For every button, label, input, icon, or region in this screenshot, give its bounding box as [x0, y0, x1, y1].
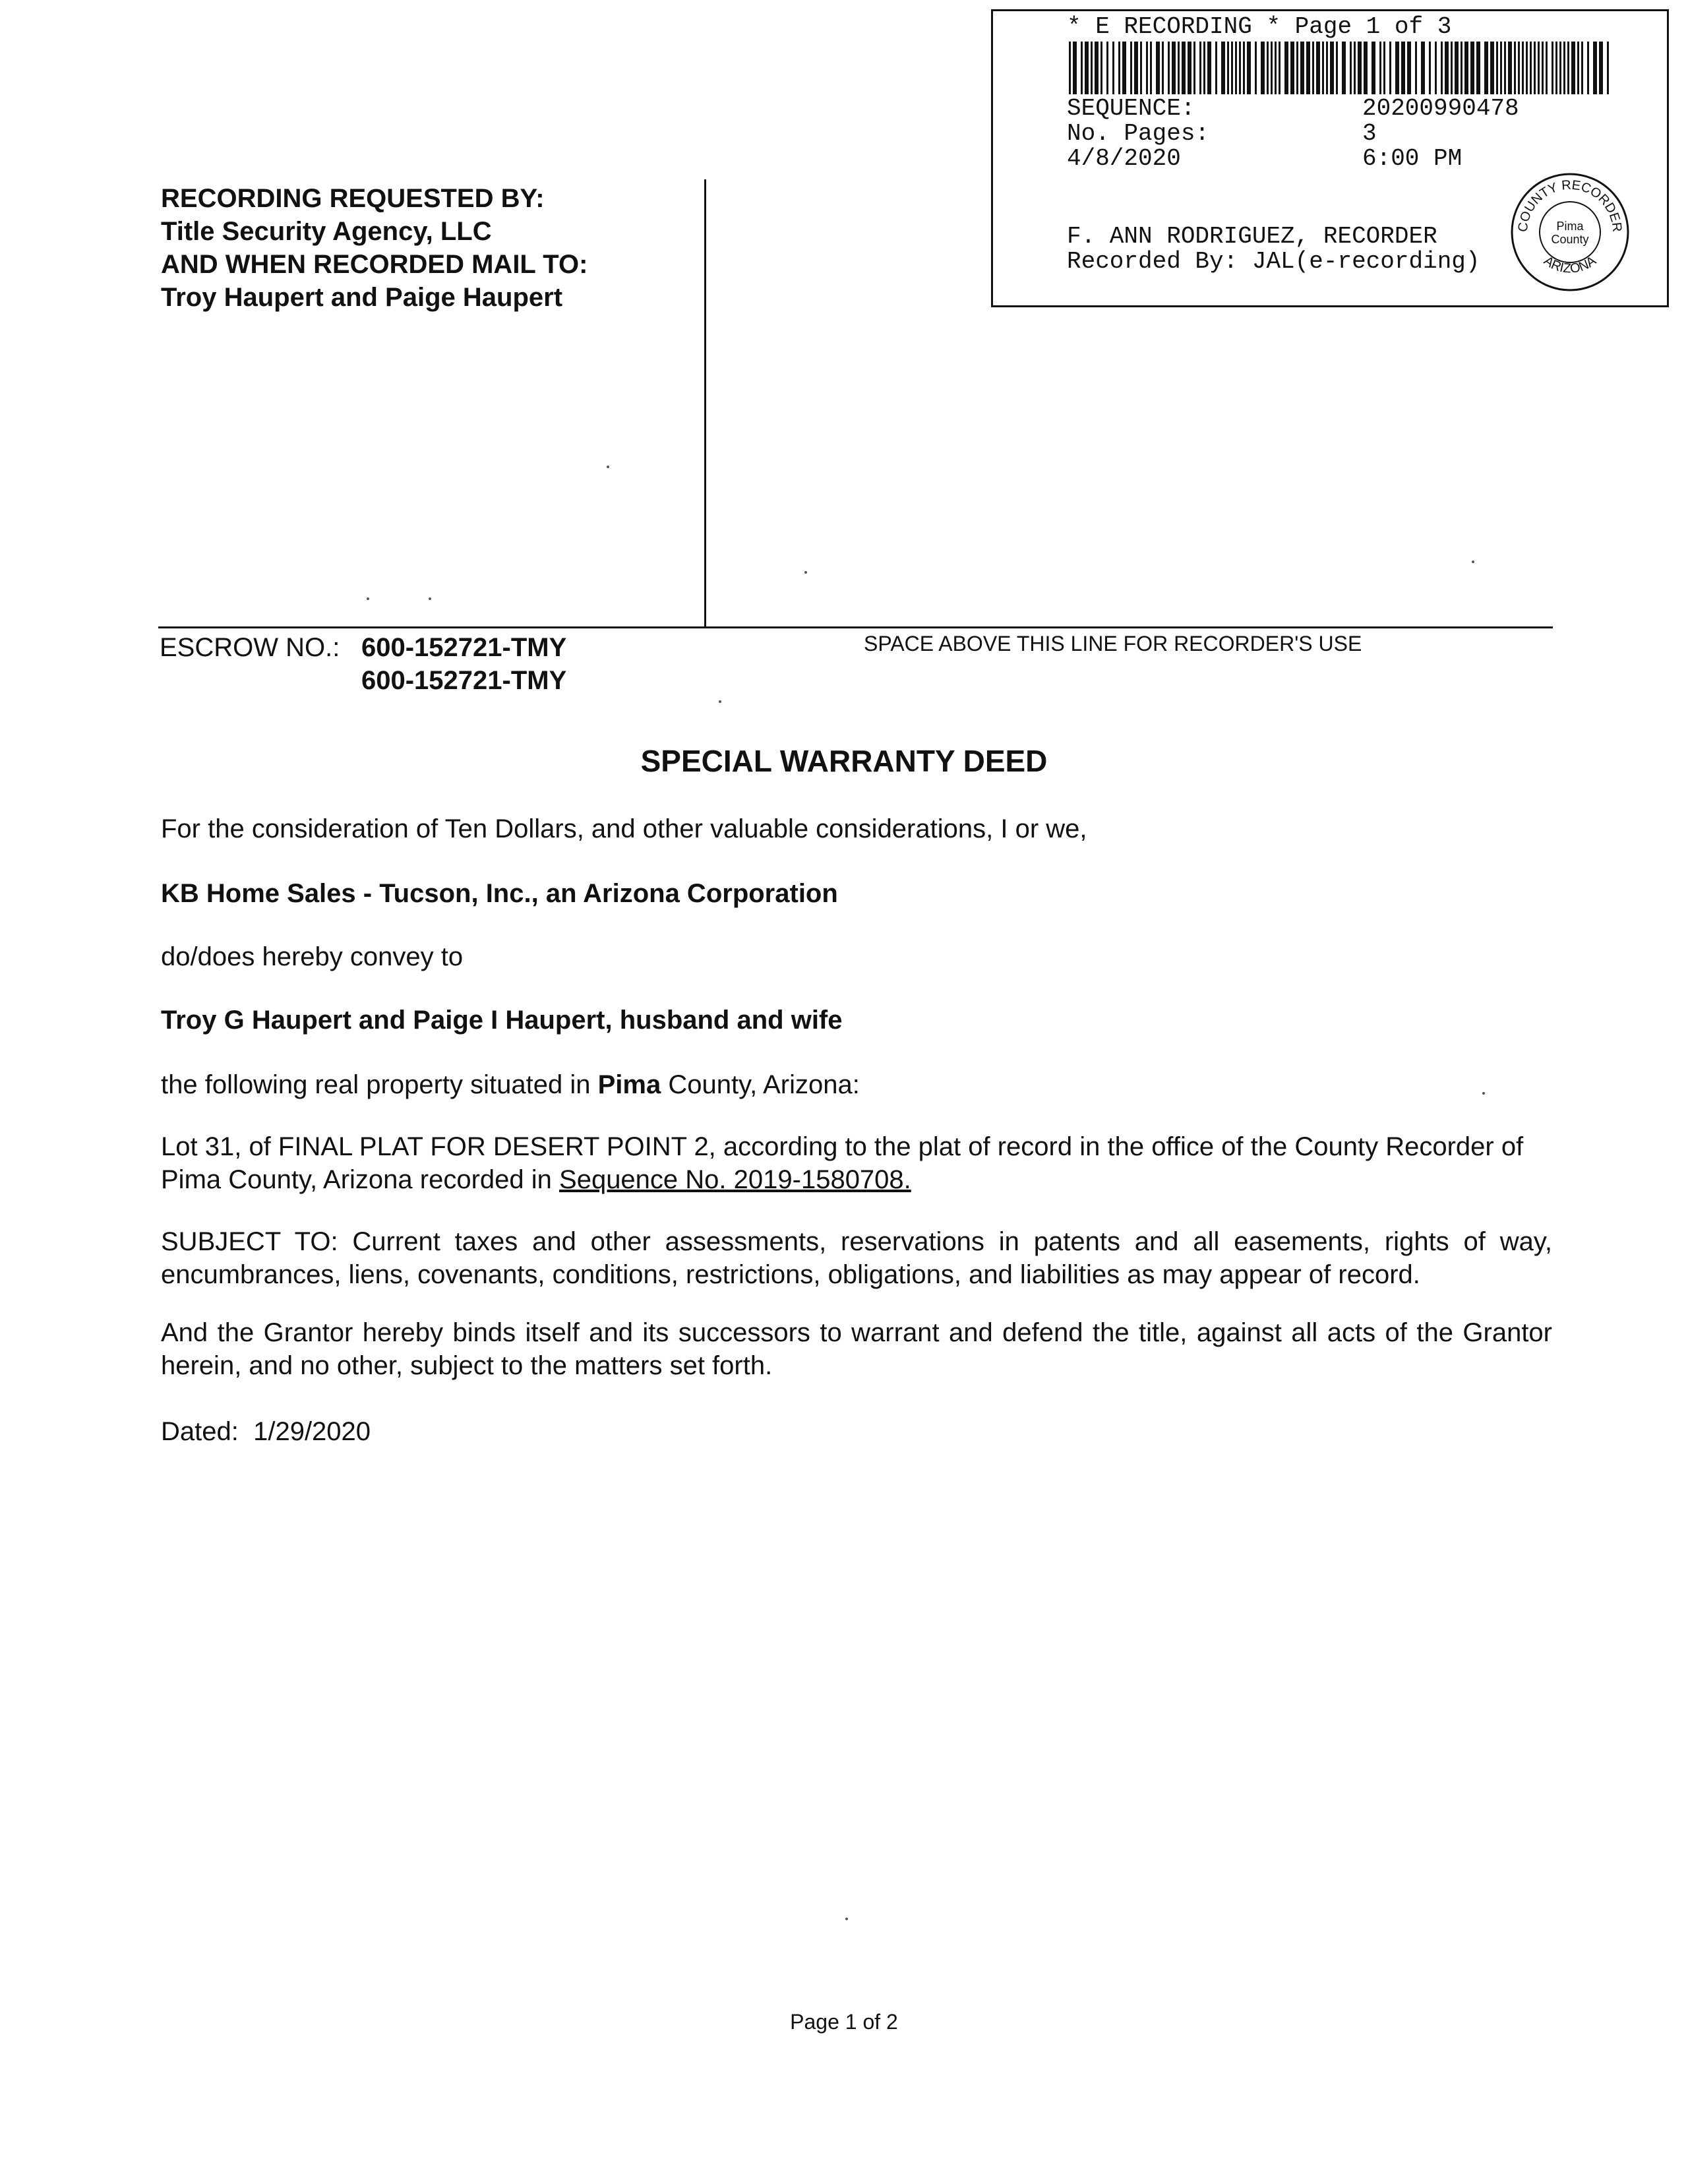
- barcode-bar: [1593, 42, 1597, 94]
- barcode-bar: [1504, 42, 1506, 94]
- barcode-bar: [1571, 42, 1575, 94]
- barcode-bar: [1395, 42, 1399, 94]
- barcode-bar: [1267, 42, 1269, 94]
- barcode-bar: [1342, 42, 1346, 94]
- barcode-bar: [1490, 42, 1494, 94]
- dated-label: Dated:: [161, 1417, 239, 1446]
- barcode-bar: [1172, 42, 1176, 94]
- barcode-bar: [1546, 42, 1548, 94]
- barcode-bar: [1563, 42, 1565, 94]
- barcode-bar: [1514, 42, 1516, 94]
- situated-suffix: County, Arizona:: [661, 1070, 860, 1099]
- pages-value: 3: [1362, 120, 1377, 147]
- barcode-bar: [1372, 42, 1375, 94]
- barcode-bar: [1421, 42, 1425, 94]
- barcode-bar: [1445, 42, 1449, 94]
- barcode-bar: [1261, 42, 1265, 94]
- barcode-bar: [1296, 42, 1298, 94]
- barcode-bar: [1555, 42, 1557, 94]
- situated-prefix: the following real property situated in: [161, 1070, 598, 1099]
- recording-date: 4/8/2020: [1067, 145, 1181, 172]
- barcode-bar: [1150, 42, 1152, 94]
- svg-text:County: County: [1551, 233, 1589, 246]
- barcode-bar: [1415, 42, 1417, 94]
- barcode-bar: [1106, 42, 1108, 94]
- barcode-bar: [1300, 42, 1304, 94]
- barcode-bar: [1073, 42, 1077, 94]
- barcode-bar: [1607, 42, 1609, 94]
- barcode-bar: [1326, 42, 1328, 94]
- barcode-bar: [1429, 42, 1431, 94]
- escrow-label: ESCROW NO.:: [160, 633, 340, 662]
- escrow-number-repeat: 600-152721-TMY: [361, 666, 567, 695]
- recorded-by: Recorded By: JAL(e-recording): [1067, 248, 1480, 275]
- deed-title: SPECIAL WARRANTY DEED: [640, 744, 1048, 778]
- pages-label: No. Pages:: [1067, 120, 1210, 147]
- barcode-bar: [1470, 42, 1474, 94]
- barcode-bar: [1239, 42, 1241, 94]
- barcode-bar: [1358, 42, 1362, 94]
- barcode-bar: [1081, 42, 1083, 94]
- barcode-bar: [1215, 42, 1217, 94]
- barcode-bar: [1312, 42, 1314, 94]
- barcode-bar: [1112, 42, 1114, 94]
- scan-speck: [804, 571, 807, 574]
- scan-speck: [1482, 1092, 1485, 1095]
- scan-speck: [845, 1918, 848, 1920]
- dated-value: 1/29/2020: [253, 1417, 371, 1446]
- barcode-bar: [1199, 42, 1201, 94]
- recorder-name: F. ANN RODRIGUEZ, RECORDER: [1067, 223, 1437, 250]
- barcode-bar: [1290, 42, 1294, 94]
- e-recording-header: * E RECORDING * Page 1 of 3: [1067, 13, 1452, 40]
- barcode-bar: [1559, 42, 1561, 94]
- barcode-bar: [1455, 42, 1459, 94]
- mail-to-name: Troy Haupert and Paige Haupert: [161, 283, 563, 312]
- svg-text:ARIZONA: ARIZONA: [1541, 253, 1599, 276]
- barcode-bar: [1235, 42, 1237, 94]
- barcode-bar: [1379, 42, 1381, 94]
- recorder-area-horizontal-divider: [158, 626, 1553, 628]
- barcode-bar: [1243, 42, 1245, 94]
- recorder-stamp-box: [991, 9, 1669, 307]
- grantor-name: KB Home Sales - Tucson, Inc., an Arizona Corporation: [161, 879, 838, 908]
- barcode-bar: [1227, 42, 1229, 94]
- barcode-bar: [1247, 42, 1251, 94]
- barcode-bar: [1518, 42, 1520, 94]
- barcode-bar: [1118, 42, 1120, 94]
- barcode-bar: [1284, 42, 1288, 94]
- barcode-bar: [1552, 42, 1553, 94]
- barcode-bar: [1401, 42, 1405, 94]
- barcode-bar: [1577, 42, 1579, 94]
- barcode-bar: [1461, 42, 1462, 94]
- barcode-bar: [1203, 42, 1205, 94]
- barcode-bar: [1207, 42, 1211, 94]
- barcode-bar: [1530, 42, 1532, 94]
- situated-county: Pima: [597, 1070, 661, 1099]
- requested-by-label: RECORDING REQUESTED BY:: [161, 184, 545, 213]
- barcode-bar: [1526, 42, 1528, 94]
- recording-time: 6:00 PM: [1362, 145, 1462, 172]
- barcode-bar: [1316, 42, 1320, 94]
- barcode-bar: [1085, 42, 1089, 94]
- barcode-bar: [1122, 42, 1126, 94]
- barcode-bar: [1275, 42, 1277, 94]
- scan-speck: [719, 700, 721, 703]
- svg-text:Pima: Pima: [1556, 220, 1584, 233]
- warranty-clause: And the Grantor hereby binds itself and its successors to warrant and defend the title, against all acts of the Grantor herein, and no other, subject to the matters set forth.: [161, 1318, 1552, 1380]
- barcode-bar: [1464, 42, 1468, 94]
- barcode-bar: [1255, 42, 1257, 94]
- requested-by: Title Security Agency, LLC: [161, 217, 492, 246]
- barcode-bar: [1435, 42, 1437, 94]
- barcode-bar: [1168, 42, 1170, 94]
- plat-sequence-number: Sequence No. 2019-1580708.: [559, 1165, 911, 1194]
- barcode-bar: [1156, 42, 1160, 94]
- scan-speck: [367, 597, 369, 600]
- sequence-value: 20200990478: [1362, 95, 1519, 122]
- barcode-bar: [1476, 42, 1480, 94]
- barcode-bar: [1581, 42, 1583, 94]
- barcode-bar: [1140, 42, 1142, 94]
- barcode-bar: [1587, 42, 1589, 94]
- barcode-bar: [1389, 42, 1391, 94]
- recorder-use-note: SPACE ABOVE THIS LINE FOR RECORDER'S USE: [864, 632, 1362, 655]
- barcode-bar: [1146, 42, 1148, 94]
- barcode-bar: [1091, 42, 1093, 94]
- barcode-bar: [1130, 42, 1132, 94]
- barcode-bar: [1484, 42, 1488, 94]
- barcode-bar: [1069, 42, 1071, 94]
- legal-text: Lot 31, of FINAL PLAT FOR DESERT POINT 2, according to the plat of record in the office of the County Recorder of Pima County, Arizona recorded in: [161, 1132, 1524, 1194]
- barcode-bar: [1383, 42, 1385, 94]
- barcode-bar: [1451, 42, 1453, 94]
- consideration-text: For the consideration of Ten Dollars, and other valuable considerations, I or we,: [161, 814, 1087, 843]
- sequence-label: SEQUENCE:: [1067, 95, 1195, 122]
- scan-speck: [1472, 561, 1474, 563]
- barcode-bar: [1178, 42, 1180, 94]
- county-seal-icon: [1507, 169, 1633, 295]
- barcode-bar: [1522, 42, 1524, 94]
- dated-line: [161, 1415, 371, 1448]
- barcode-bar: [1221, 42, 1225, 94]
- escrow-number: 600-152721-TMY: [361, 633, 567, 662]
- barcode-bar: [1567, 42, 1569, 94]
- scan-speck: [607, 466, 609, 468]
- barcode-bar: [1534, 42, 1536, 94]
- barcode-bar: [1407, 42, 1411, 94]
- barcode-bar: [1350, 42, 1352, 94]
- barcode-bar: [1508, 42, 1512, 94]
- subject-to-clause: SUBJECT TO: Current taxes and other assessments, reservations in patents and all easements, rights of way, encumbrances, liens, covenants, conditions, restrictions, obligations, and liabilities as may appear of record.: [161, 1227, 1552, 1289]
- barcode-bar: [1188, 42, 1191, 94]
- legal-description: [161, 1130, 1552, 1196]
- barcode-bar: [1364, 42, 1368, 94]
- barcode-bar: [1336, 42, 1338, 94]
- barcode-bar: [1095, 42, 1099, 94]
- barcode-bar: [1441, 42, 1443, 94]
- barcode-bar: [1322, 42, 1324, 94]
- barcode-bar: [1496, 42, 1498, 94]
- scan-speck: [429, 597, 431, 600]
- barcode-bar: [1279, 42, 1281, 94]
- barcode-bar: [1231, 42, 1233, 94]
- property-location-text: [161, 1068, 860, 1101]
- barcode-bar: [1193, 42, 1195, 94]
- barcode-bar: [1500, 42, 1502, 94]
- mail-to-label: AND WHEN RECORDED MAIL TO:: [161, 250, 588, 279]
- barcode-bar: [1306, 42, 1310, 94]
- recorder-area-vertical-divider: [704, 179, 706, 628]
- svg-text:COUNTY RECORDER: COUNTY RECORDER: [1515, 177, 1625, 233]
- convey-text: do/does hereby convey to: [161, 942, 464, 971]
- barcode-bar: [1182, 42, 1186, 94]
- barcode-bar: [1542, 42, 1544, 94]
- grantee-names: Troy G Haupert and Paige I Haupert, husband and wife: [161, 1006, 843, 1035]
- barcode-bar: [1599, 42, 1603, 94]
- barcode-bar: [1330, 42, 1334, 94]
- barcode-bar: [1162, 42, 1164, 94]
- page-number: Page 1 of 2: [790, 2010, 898, 2034]
- barcode-bar: [1354, 42, 1356, 94]
- barcode-bar: [1134, 42, 1138, 94]
- barcode: [1069, 42, 1613, 94]
- barcode-bar: [1100, 42, 1102, 94]
- barcode-bar: [1271, 42, 1273, 94]
- barcode-bar: [1538, 42, 1540, 94]
